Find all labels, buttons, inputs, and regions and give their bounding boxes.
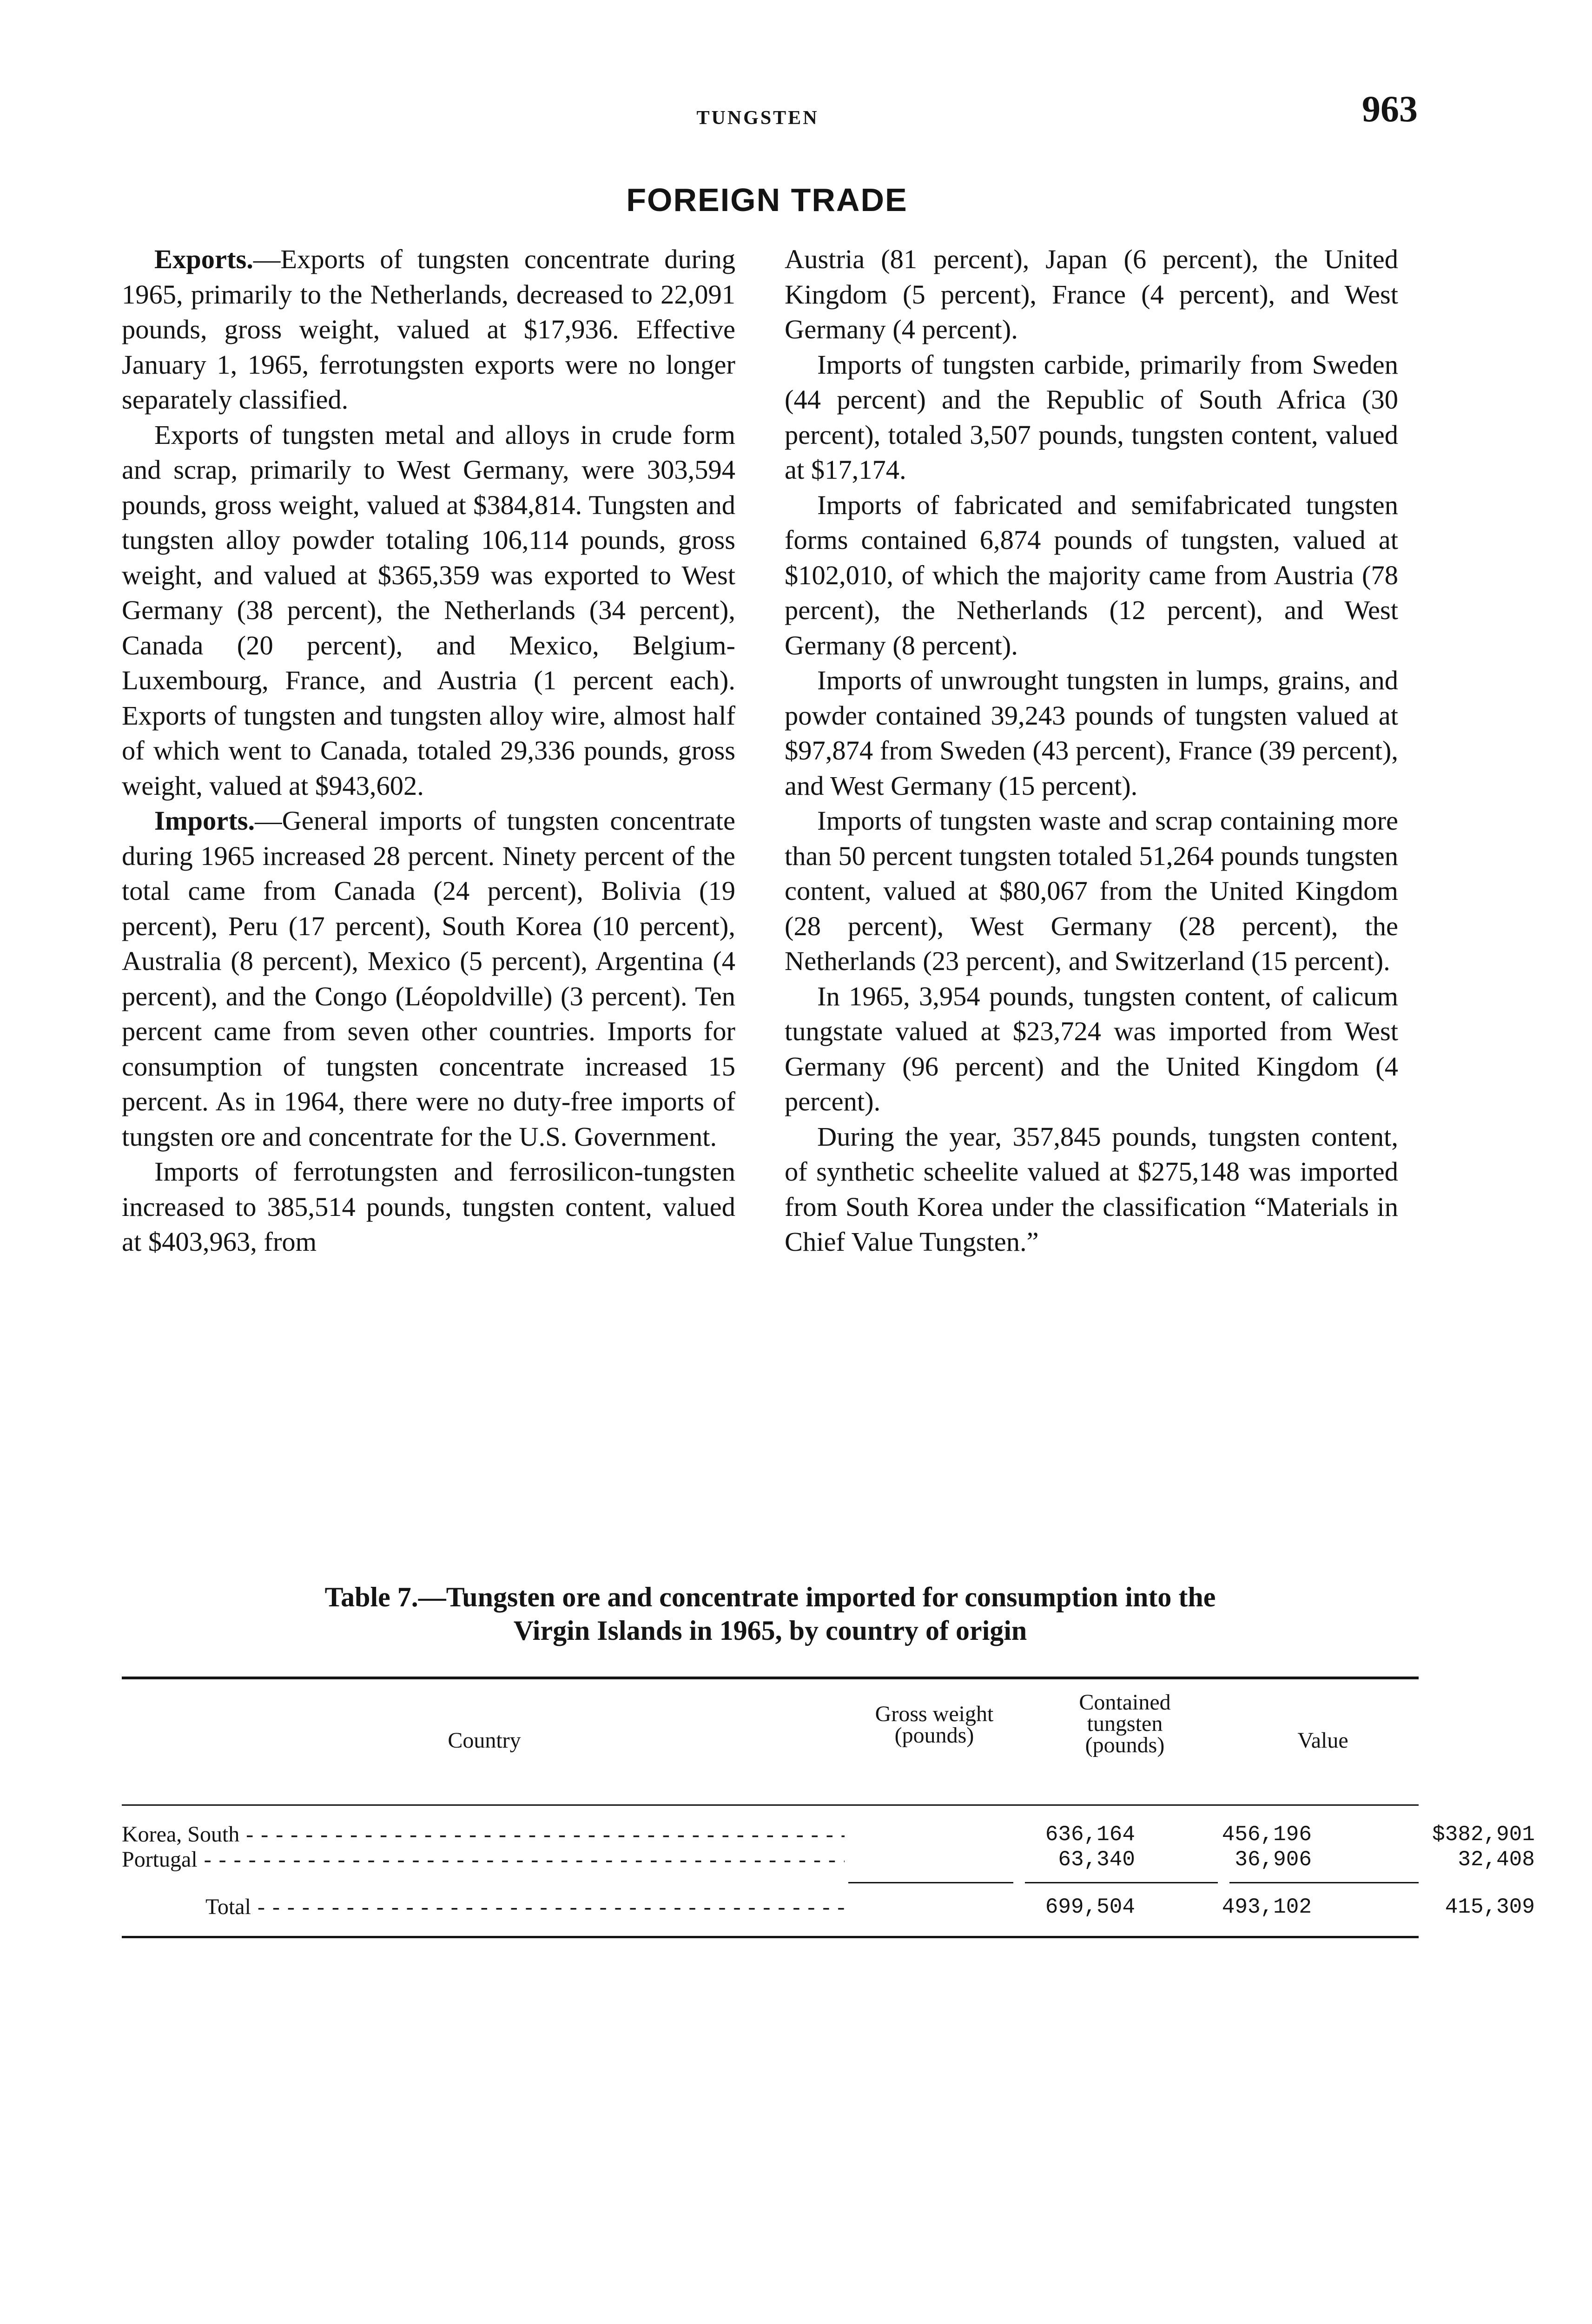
section-title: FOREIGN TRADE <box>626 182 908 218</box>
total-label: Total - - - <box>205 1895 845 1920</box>
total-gross-weight: 699,504 <box>1045 1895 1135 1919</box>
exports-paragraph-2: Exports of tungsten metal and alloys in crude form and scrap, primarily to West Germany, were 303,594 pounds, gross weight, valued at $384,814. Tungsten and tungsten alloy powder totaling 106,114 pounds, gross weight, and valued at $365,359 was exported to West Germany (38 percent), the Netherlands (34 percent), Canada (20 percent), and Mexico, Belgium-Luxembourg, France, and Austria (1 percent each). Exports of tungsten and tungsten alloy wire, almost half of which went to Canada, totaled 29,336 pounds, gross weight, valued at $943,602. <box>122 419 735 801</box>
fabricated-paragraph: Imports of fabricated and semifabricated tungsten forms contained 6,874 pounds of tungsten, valued at $102,010, of which the majority came from Austria (78 percent), the Netherlands (12 percent), and West Germany (8 percent). <box>785 489 1398 660</box>
column-header-contained-tungsten <box>1023 1692 1227 1756</box>
table-bottom-rule <box>122 1936 1419 1938</box>
table-caption-line-1: Table 7.—Tungsten ore and concentrate imported for consumption into the <box>324 1582 1216 1612</box>
total-value: 415,309 <box>1445 1895 1535 1919</box>
imports-text-1: —General imports of tungsten concentrate during 1965 increased 28 percent. Ninety percent of the total came from Canada (24 percent), Bolivia (19 percent), Peru (17 percent), South Korea (10 percent), Australia (8 percent), Mexico (5 percent), Argentina (4 percent), and the Congo (Léopoldville) (3 percent). Ten percent came from seven other countries. Imports for consumption of tungsten concentrate increased 15 percent. As in 1964, there were no duty-free imports of tungsten ore and concentrate for the U.S. Government. <box>122 805 735 1152</box>
total-contained-tungsten: 493,102 <box>1222 1895 1312 1919</box>
scheelite-paragraph: During the year, 357,845 pounds, tungsten content, of synthetic scheelite valued at $275,148 was imported from South Korea under the classification “Materials in Chief Value Tungsten.” <box>785 1121 1398 1257</box>
imports-paragraph-2: Imports of ferrotungsten and ferrosilicon-tungsten increased to 385,514 pounds, tungsten content, valued at $403,963, from <box>122 1156 735 1257</box>
table-caption <box>122 1580 1419 1647</box>
page-number: 963 <box>1362 89 1418 130</box>
sum-rule-value <box>1229 1882 1419 1883</box>
ferrotungsten-continuation: Austria (81 percent), Japan (6 percent), the United Kingdom (5 percent), France (4 percent), and West Germany (4 percent). <box>785 244 1398 344</box>
running-head: TUNGSTEN <box>696 107 819 129</box>
column-header-country: Country <box>448 1728 521 1753</box>
table-row <box>122 1847 1535 1872</box>
table-caption-line-2: Virgin Islands in 1965, by country of origin <box>513 1615 1027 1646</box>
unwrought-paragraph: Imports of unwrought tungsten in lumps, grains, and powder contained 39,243 pounds of tungsten valued at $97,874 from Sweden (43 percent), France (39 percent), and West Germany (15 percent). <box>785 665 1398 801</box>
exports-text-1: —Exports of tungsten concentrate during 1965, primarily to the Netherlands, decreased to 22,091 pounds, gross weight, valued at $17,936. Effective January 1, 1965, ferrotungsten exports were no longer separately classified. <box>122 244 735 415</box>
table-top-rule <box>122 1677 1419 1679</box>
imports-paragraph-1 <box>122 803 735 1154</box>
sum-rule-contained <box>1025 1882 1218 1883</box>
row-value: $382,901 <box>1432 1822 1535 1847</box>
contained-header-line-2: tungsten <box>1087 1711 1163 1736</box>
row-contained-tungsten: 36,906 <box>1235 1848 1312 1872</box>
right-column <box>785 242 1398 1260</box>
row-gross-weight: 636,164 <box>1045 1822 1135 1847</box>
contained-header-line-3: (pounds) <box>1085 1733 1165 1757</box>
row-gross-weight: 63,340 <box>1058 1848 1135 1872</box>
contained-header-line-1: Contained <box>1079 1690 1171 1715</box>
gross-header-line-2: (pounds) <box>894 1723 974 1748</box>
imports-heading: Imports. <box>154 805 255 836</box>
column-header-gross-weight <box>846 1703 1023 1746</box>
exports-heading: Exports. <box>154 244 253 274</box>
row-country: Portugal - - - <box>122 1847 845 1872</box>
gross-header-line-1: Gross weight <box>875 1702 994 1726</box>
row-value: 32,408 <box>1458 1848 1535 1872</box>
calcium-tungstate-paragraph: In 1965, 3,954 pounds, tungsten content, of calicum tungstate valued at $23,724 was imported from West Germany (96 percent) and the United Kingdom (4 percent). <box>785 981 1398 1116</box>
table-row <box>122 1822 1535 1847</box>
exports-paragraph-1 <box>122 242 735 417</box>
column-header-value: Value <box>1297 1728 1348 1753</box>
table-total-row <box>122 1895 1535 1920</box>
left-column <box>122 242 735 1260</box>
table-header-rule <box>122 1804 1419 1806</box>
carbide-paragraph: Imports of tungsten carbide, primarily from Sweden (44 percent) and the Republic of South Africa (30 percent), totaled 3,507 pounds, tungsten content, valued at $17,174. <box>785 349 1398 485</box>
row-contained-tungsten: 456,196 <box>1222 1822 1312 1847</box>
waste-scrap-paragraph: Imports of tungsten waste and scrap containing more than 50 percent tungsten totaled 51,264 pounds tungsten content, valued at $80,067 from the United Kingdom (28 percent), West Germany (28 percent), the Netherlands (23 percent), and Switzerland (15 percent). <box>785 805 1398 976</box>
row-country: Korea, South - - - <box>122 1822 845 1847</box>
sum-rule-gross <box>848 1882 1013 1883</box>
